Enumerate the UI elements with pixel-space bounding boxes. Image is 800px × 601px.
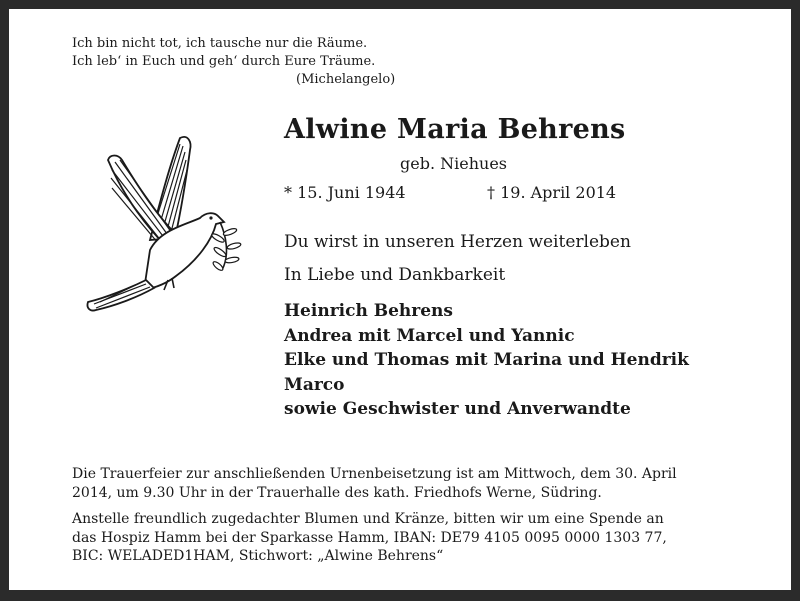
- birth-date: * 15. Juni 1944: [284, 183, 406, 202]
- mourner: Marco: [284, 374, 345, 395]
- mourner: Heinrich Behrens: [284, 301, 453, 321]
- dove-with-olive-branch-icon: [80, 130, 250, 320]
- maiden-name: geb. Niehues: [400, 154, 507, 173]
- donation-line-2: das Hospiz Hamm bei der Sparkasse Hamm, IBAN: DE79 4105 0095 0000 1303 77,: [72, 529, 667, 546]
- mourner: Andrea mit Marcel und Yannic: [284, 325, 575, 346]
- deceased-name: Alwine Maria Behrens: [284, 114, 626, 145]
- funeral-notice: [72, 465, 677, 502]
- quote-line-2: Ich leb‘ in Euch und geh‘ durch Eure Träume.: [72, 54, 376, 69]
- quote-author: (Michelangelo): [296, 72, 396, 87]
- mourner: Elke und Thomas mit Marina und Hendrik: [284, 350, 689, 370]
- message-line-2: In Liebe und Dankbarkeit: [284, 265, 506, 285]
- mourner: sowie Geschwister und Anverwandte: [284, 399, 631, 419]
- quote-line-1: Ich bin nicht tot, ich tausche nur die Räume.: [72, 36, 368, 51]
- donation-notice: [72, 510, 667, 566]
- quote: [72, 35, 375, 71]
- death-date: † 19. April 2014: [487, 183, 617, 202]
- mourners-list: [284, 299, 689, 422]
- donation-line-3: BIC: WELADED1HAM, Stichwort: „Alwine Behrens“: [72, 548, 444, 564]
- donation-line-1: Anstelle freundlich zugedachter Blumen und Kränze, bitten wir um eine Spende an: [72, 511, 664, 527]
- funeral-line-1: Die Trauerfeier zur anschließenden Urnenbeisetzung ist am Mittwoch, dem 30. April: [72, 466, 677, 482]
- message-line-1: Du wirst in unseren Herzen weiterleben: [284, 232, 631, 252]
- funeral-line-2: 2014, um 9.30 Uhr in der Trauerhalle des kath. Friedhofs Werne, Südring.: [72, 484, 602, 501]
